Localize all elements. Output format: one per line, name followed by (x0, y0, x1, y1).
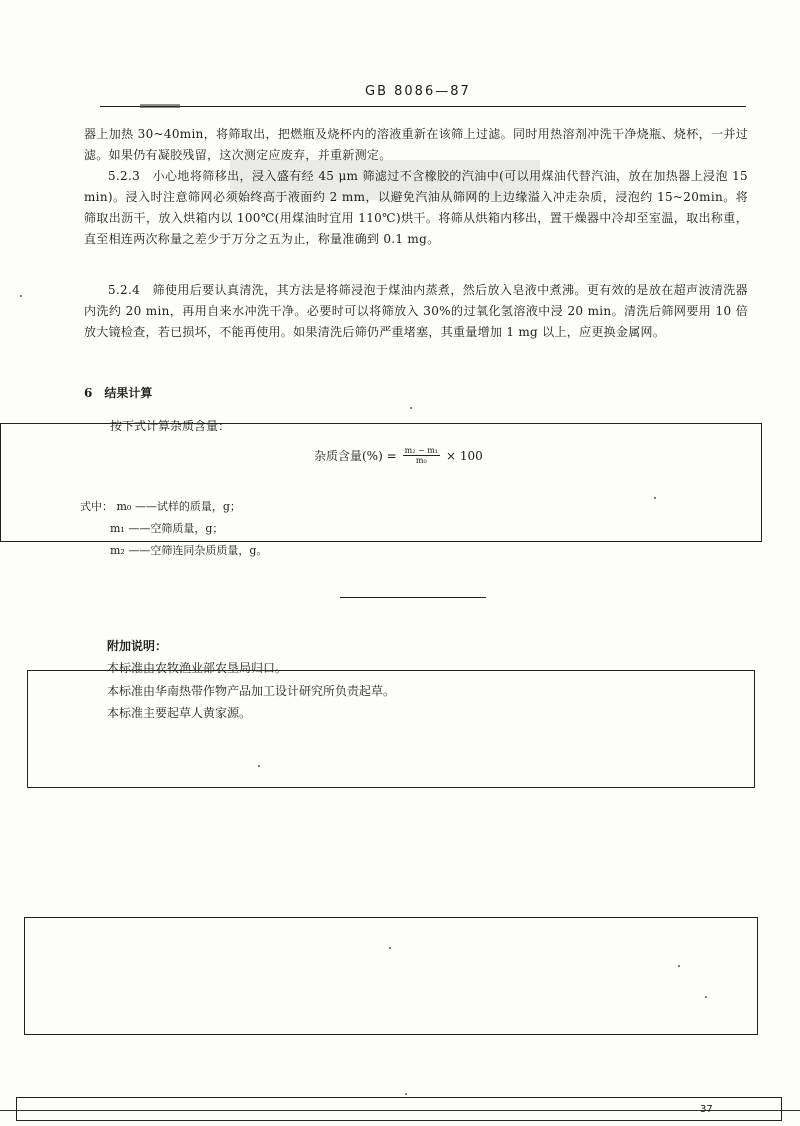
where-label: 式中： (80, 500, 113, 513)
additional-note-line: 本标准由农牧渔业部农垦局归口。 (107, 661, 288, 675)
page-number: 37 (700, 1104, 713, 1115)
header-rule (100, 106, 746, 107)
where-line-m0 (80, 498, 241, 514)
footer-box (16, 1097, 782, 1121)
empty-annotation-box (24, 917, 758, 1035)
impurity-formula (314, 446, 483, 465)
where-symbol: m₂ (110, 544, 125, 557)
additional-note-line: 本标准主要起草人黄家源。 (107, 706, 252, 720)
where-description: ——试样的质量，g； (134, 500, 241, 513)
section-6-title: 6 结果计算 (84, 386, 153, 400)
where-symbol: m₁ (110, 522, 125, 535)
where-description: ——空筛连同杂质质量，g。 (128, 544, 268, 557)
scan-speck (678, 965, 680, 967)
where-line-m2 (110, 542, 267, 558)
formula-intro: 按下式计算杂质含量： (110, 419, 231, 433)
formula-lhs: 杂质含量(%) = (314, 449, 397, 463)
fraction-numerator: m₂ − m₁ (404, 446, 439, 455)
formula-rhs: × 100 (446, 448, 483, 463)
where-symbol: m₀ (116, 500, 132, 513)
where-description: ——空筛质量，g； (128, 522, 224, 535)
scan-speck (410, 407, 412, 409)
scan-speck (654, 497, 656, 499)
formula-fraction (403, 446, 440, 465)
paragraph-5-2-4: 5.2.4 筛使用后要认真清洗，其方法是将筛浸泡于煤油内蒸煮，然后放入皂液中煮沸。更有效的是放在超声波清洗器内洗约 20 min，再用自来水冲洗干净。必要时可以将筛放入 30%的过氧化氢溶液中浸 20 min。清洗后筛网要用 10 倍放大镜检查，若已损坏，不能再使用。如果清洗后筛仍严重堵塞，其重量增加 1 mg 以上，应更换金属网。 (84, 283, 748, 339)
where-line-m1 (110, 520, 223, 536)
scan-speck (20, 295, 22, 297)
additional-note-line: 本标准由华南热带作物产品加工设计研究所负责起草。 (107, 684, 396, 698)
additional-notes-title: 附加说明： (107, 639, 168, 653)
fraction-denominator: m₀ (415, 456, 427, 465)
paragraph-5-2-3: 5.2.3 小心地将筛移出，浸入盛有经 45 μm 筛滤过不含橡胶的汽油中(可以用煤油代替汽油，放在加热器上浸泡 15 min)。浸入时注意筛网必须始终高于液面约 2 mm，以避免汽油从筛网的上边缘溢入冲走杂质，浸泡约 15~20min。将筛取出沥干，放入烘箱内以 100℃(用煤油时宜用 110℃)烘干。将筛从烘箱内移出，置干燥器中冷却至室温，取出称重，直至相连两次称量之差少于万分之五为止，称量准确到 0.1 mg。 (84, 169, 748, 246)
scan-speck (389, 947, 391, 949)
standard-code-header: GB 8086—87 (365, 84, 471, 99)
scan-speck (705, 996, 707, 998)
end-of-text-rule (340, 597, 486, 598)
paragraph-continuation: 器上加热 30~40min，将筛取出，把燃瓶及烧杯内的溶液重新在该筛上过滤。同时用热溶剂冲洗干净烧瓶、烧杯，一并过滤。如果仍有凝胶残留，这次测定应废弃，并重新测定。 (84, 127, 748, 162)
scan-speck (405, 1093, 407, 1095)
scan-speck (258, 765, 260, 767)
